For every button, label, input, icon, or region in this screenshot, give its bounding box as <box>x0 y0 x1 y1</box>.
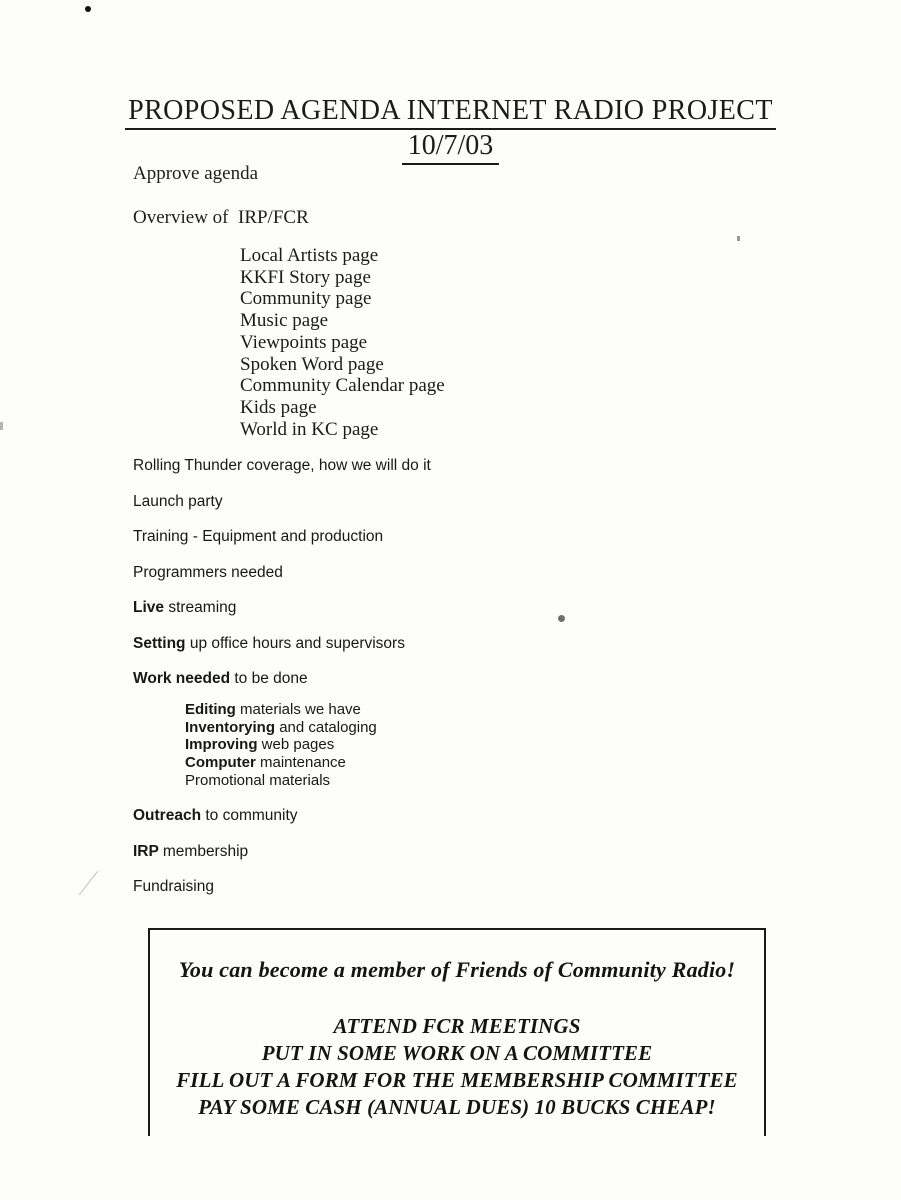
membership-line: FILL OUT A FORM FOR THE MEMBERSHIP COMMITTEE <box>176 1068 738 1092</box>
document-date: 10/7/03 <box>402 130 500 165</box>
membership-action-lines <box>150 1013 764 1121</box>
membership-line: PUT IN SOME WORK ON A COMMITTEE <box>261 1041 653 1065</box>
agenda-item: Work needed to be done <box>133 670 308 687</box>
work-sub-item: Inventorying and cataloging <box>185 718 377 736</box>
page-list-item: KKFI Story page <box>240 266 371 288</box>
work-sub-item-bold-lead: Improving <box>185 736 262 754</box>
agenda-item-bold-lead: Setting <box>133 634 190 652</box>
agenda-item: Training - Equipment and production <box>133 528 384 545</box>
work-sub-item: Computer maintenance <box>185 754 346 772</box>
work-sub-item-bold-lead: Editing <box>185 701 240 718</box>
page-list-item: Spoken Word page <box>240 353 384 375</box>
page-title: PROPOSED AGENDA INTERNET RADIO PROJECT <box>125 95 776 130</box>
scan-speck <box>558 615 565 622</box>
scan-scratch <box>79 871 98 895</box>
agenda-item-bold-lead: Live <box>133 599 169 616</box>
page-list-item: Kids page <box>240 396 317 418</box>
pages-list <box>240 245 445 440</box>
page-list-item: Music page <box>240 310 329 332</box>
title-row <box>0 95 901 130</box>
work-sub-item: Improving web pages <box>185 736 335 754</box>
work-sub-item-bold-lead: Computer <box>185 754 260 772</box>
page-list-item: Community page <box>240 288 372 310</box>
membership-line: ATTEND FCR MEETINGS <box>333 1014 581 1038</box>
scan-speck <box>737 236 740 241</box>
page-list-item: World in KC page <box>240 418 379 440</box>
agenda-item: Launch party <box>133 492 223 510</box>
agenda-item: Outreach to community <box>133 807 298 824</box>
work-sub-item: Editing materials we have <box>185 701 361 718</box>
agenda-item-bold-lead: IRP <box>133 842 163 860</box>
agenda-item: Fundraising <box>133 878 214 895</box>
work-sub-list <box>185 701 377 790</box>
agenda-main-list-1 <box>133 448 431 697</box>
agenda-item-approve-agenda: Approve agenda <box>133 163 259 184</box>
work-sub-item-bold-lead: Inventorying <box>185 718 280 736</box>
agenda-item: Rolling Thunder coverage, how we will do it <box>133 457 431 474</box>
page-list-item: Viewpoints page <box>240 331 368 353</box>
page-list-item: Local Artists page <box>240 245 379 266</box>
work-sub-item: Promotional materials <box>185 771 331 789</box>
page-list-item: Community Calendar page <box>240 375 445 397</box>
agenda-item: Programmers needed <box>133 563 283 581</box>
scan-speck <box>85 6 91 12</box>
date-row <box>0 130 901 165</box>
agenda-item: Setting up office hours and supervisors <box>133 634 405 652</box>
agenda-main-list-2 <box>133 798 298 905</box>
agenda-item: Live streaming <box>133 599 237 616</box>
agenda-item: IRP membership <box>133 842 249 860</box>
agenda-item-bold-lead: Work needed <box>133 670 235 687</box>
agenda-item-overview: Overview of IRP/FCR <box>133 207 309 228</box>
membership-box <box>148 928 766 1136</box>
membership-line: PAY SOME CASH (ANNUAL DUES) 10 BUCKS CHEAP! <box>198 1095 716 1119</box>
scan-edge-mark <box>0 422 3 430</box>
agenda-item-bold-lead: Outreach <box>133 807 206 824</box>
membership-headline: You can become a member of Friends of Community Radio! <box>178 957 736 982</box>
